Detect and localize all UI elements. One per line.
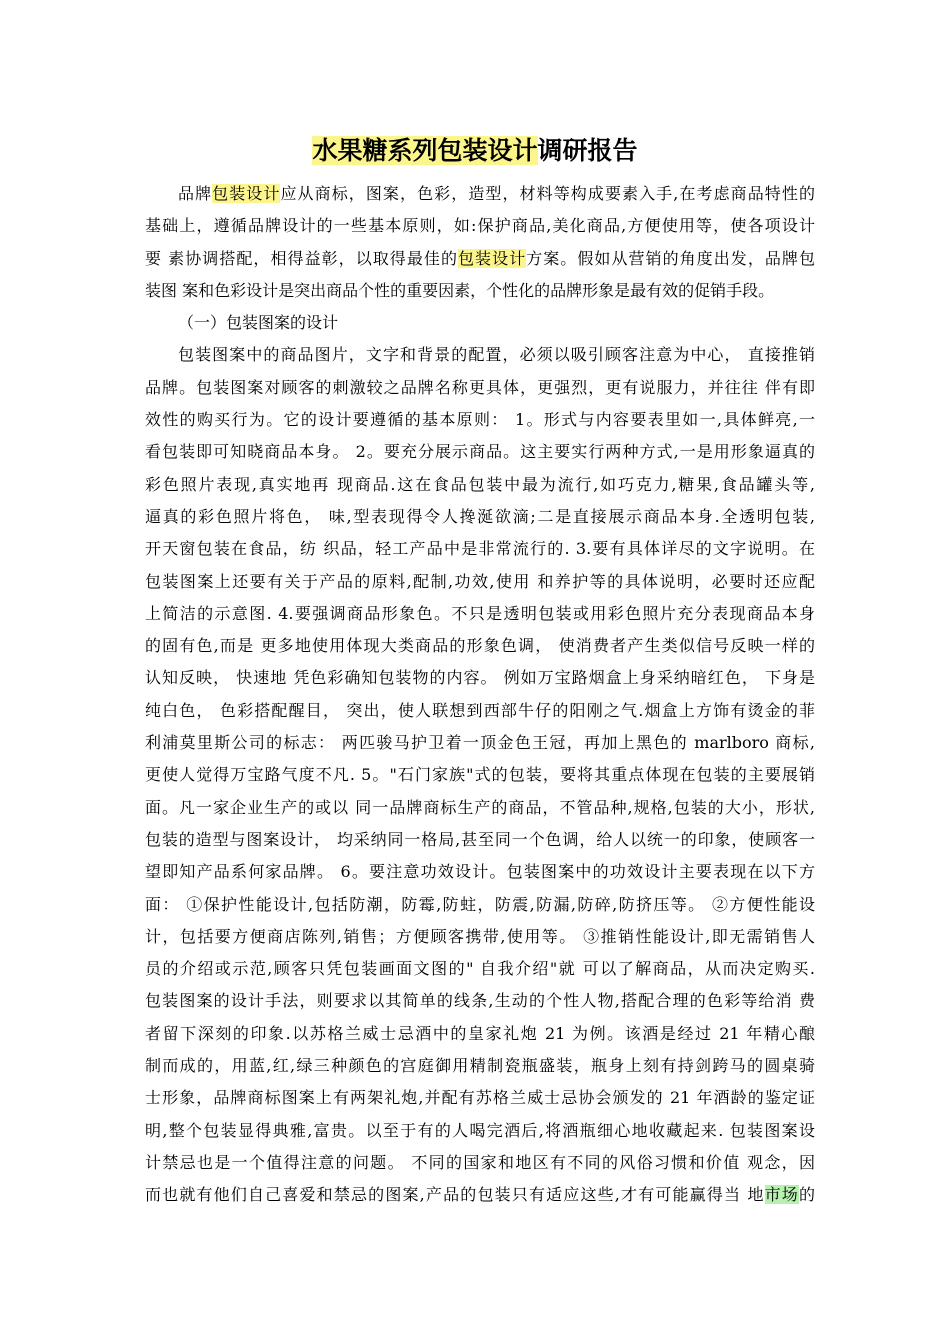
intro-text: 品牌: [178, 184, 213, 203]
body-line: 面： ①保护性能设计,包括防潮，防霉,防蛀，防震,防漏,防碎,防挤压等。 ②方便性能设: [145, 894, 815, 914]
intro-text: 应从商标，图案，色彩，造型，材料等构成要素入手,在考虑商品特性的: [280, 184, 815, 203]
highlighted-keyword: 包装设计: [458, 248, 527, 268]
body-line: 包装图案中的商品图片，文字和背景的配置，必须以吸引顾客注意为中心， 直接推销: [178, 345, 815, 365]
body-line: 彩色照片表现,真实地再 现商品.这在食品包装中最为流行,如巧克力,糖果,食品罐头等,: [145, 474, 815, 494]
intro-line-3: [145, 243, 815, 275]
body-line: 面。凡一家企业生产的或以 同一品牌商标生产的商品，不管品种,规格,包装的大小，形状,: [145, 797, 815, 817]
section-heading: （一）包装图案的设计: [178, 313, 339, 333]
body-line: 士形象，品牌商标图案上有两架礼炮,并配有苏格兰威士忌协会颁发的 21 年酒龄的鉴定证: [145, 1088, 815, 1108]
body-line: 明,整个包装显得典雅,富贵。以至于有的人喝完酒后,将酒瓶细心地收藏起来. 包装图案设: [145, 1120, 815, 1140]
body-line: 包装图案的设计手法，则要求以其简单的线条,生动的个性人物,搭配合理的色彩等给消 费: [145, 991, 815, 1011]
body-line: 效性的购买行为。它的设计要遵循的基本原则： 1。形式与内容要表里如一,具体鲜亮,一: [145, 410, 815, 430]
title-rest-text: 调研报告: [537, 136, 638, 165]
body-line: 上简洁的示意图. 4.要强调商品形象色。不只是透明包装或用彩色照片充分表现商品本身: [145, 603, 815, 623]
body-line-last: [145, 1179, 815, 1211]
body-line: 更使人觉得万宝路气度不凡. 5。"石门家族"式的包装，要将其重点体现在包装的主要展销: [145, 765, 815, 785]
body-text: 的: [798, 1185, 815, 1205]
highlighted-keyword: 包装设计: [212, 184, 281, 203]
intro-text: 要 素协调搭配，相得益彰，以取得最佳的: [145, 248, 458, 268]
body-line: 包装的造型与图案设计， 均采纳同一格局,甚至同一个色调，给人以统一的印象，使顾客一: [145, 829, 815, 849]
body-line: 计禁忌也是一个值得注意的问题。 不同的国家和地区有不同的风俗习惯和价值 观念，因: [145, 1152, 815, 1172]
body-line: 逼真的彩色照片将色， 味,型表现得令人搀涎欲滴;二是直接展示商品本身.全透明包装,: [145, 506, 815, 526]
intro-text: 方案。假如从营销的角度出发，品牌包: [526, 248, 815, 268]
body-line: 包装图案上还要有关于产品的原料,配制,功效,使用 和养护等的具体说明，必要时还应配: [145, 571, 815, 591]
body-line: 员的介绍或示范,顾客只凭包装画面文图的" 自我介绍"就 可以了解商品，从而决定购买.: [145, 959, 815, 979]
body-line: 制而成的，用蓝,红,绿三种颜色的宫庭御用精制瓷瓶盛装，瓶身上刻有持剑跨马的圆桌骑: [145, 1056, 815, 1076]
intro-line-1: [145, 178, 815, 210]
body-line: 望即知产品系何家品牌。 6。要注意功效设计。包装图案中的功效设计主要表现在以下方: [145, 862, 815, 882]
body-line: 利浦莫里斯公司的标志： 两匹骏马护卫着一顶金色王冠，再加上黑色的 marlboro 商标,: [145, 733, 815, 753]
intro-line-4: 装图 案和色彩设计是突出商品个性的重要因素，个性化的品牌形象是最有效的促销手段。: [145, 280, 775, 300]
intro-line-2: 基础上，遵循品牌设计的一些基本原则，如:保护商品,美化商品,方便使用等，使各项设计: [145, 216, 815, 236]
body-line: 者留下深刻的印象.以苏格兰威士忌酒中的皇家礼炮 21 为例。该酒是经过 21 年精心酿: [145, 1023, 815, 1043]
body-line: 计，包括要方便商店陈列,销售；方便顾客携带,使用等。 ③推销性能设计,即无需销售人: [145, 926, 815, 946]
body-line: 开天窗包装在食品，纺 织品，轻工产品中是非常流行的. 3.要有具体详尽的文字说明。在: [145, 539, 815, 559]
document-title: [0, 133, 950, 169]
body-text: 而也就有他们自己喜爱和禁忌的图案,产品的包装只有适应这些,才有可能赢得当 地: [145, 1185, 765, 1205]
body-line: 纯白色， 色彩搭配醒目， 突出，使人联想到西部牛仔的阳刚之气.烟盒上方饰有烫金的菲: [145, 700, 815, 720]
body-line: 的固有色,而是 更多地使用体现大类商品的形象色调， 使消费者产生类似信号反映一样的: [145, 636, 815, 656]
document-body: [145, 178, 815, 1212]
body-line: 认知反映， 快速地 凭色彩确知包装物的内容。 例如万宝路烟盒上身采纳暗红色， 下身是: [145, 668, 815, 688]
body-line: 品牌。包装图案对顾客的刺激较之品牌名称更具体，更强烈，更有说服力，并往往 伴有即: [145, 377, 815, 397]
title-highlighted-text: 水果糖系列包装设计: [312, 136, 538, 165]
highlighted-link-text[interactable]: 市场: [764, 1185, 799, 1205]
body-line: 看包装即可知晓商品本身。 2。要充分展示商品。这主要实行两种方式,一是用形象逼真的: [145, 442, 815, 462]
